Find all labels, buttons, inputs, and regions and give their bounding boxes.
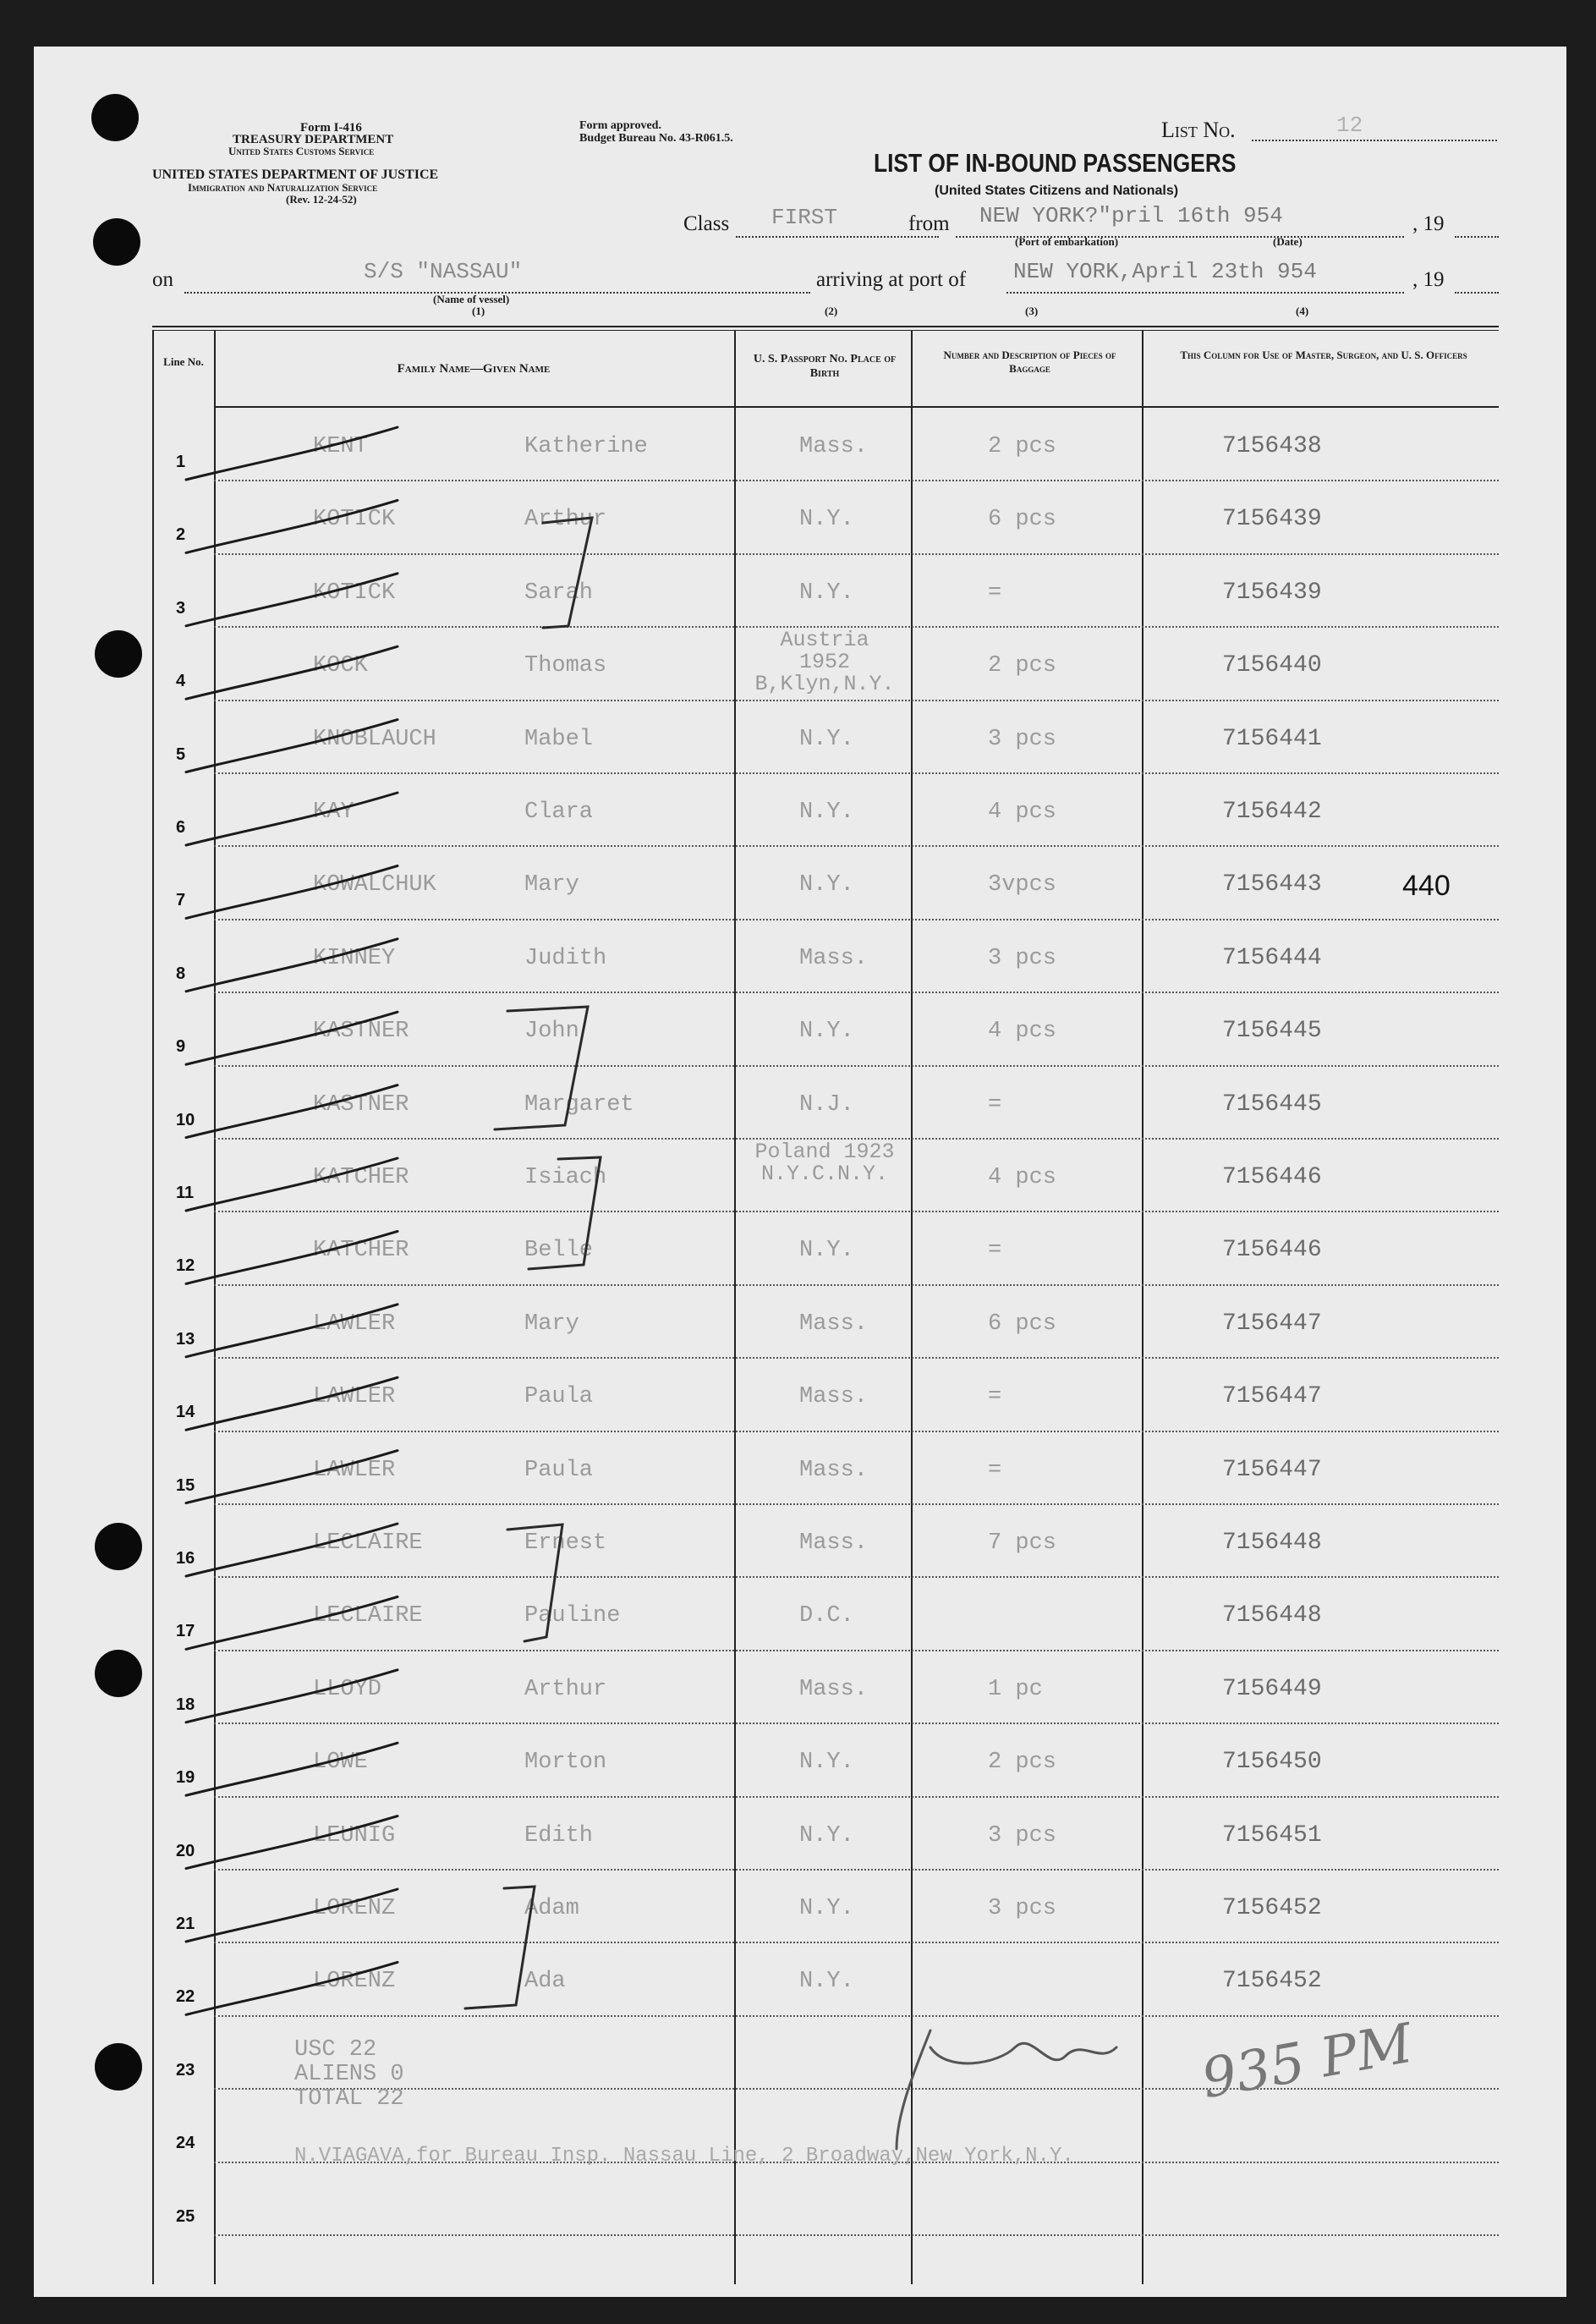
family-name: KOCK: [313, 653, 368, 679]
customs-service: United States Customs Service: [228, 145, 375, 157]
officer-code: 7156439: [1222, 506, 1322, 533]
line-number: 11: [176, 1184, 195, 1202]
line-number: 7: [176, 891, 186, 910]
place-of-birth: N.Y.: [799, 580, 854, 606]
row-divider: [214, 2015, 1499, 2017]
caption-1: (1): [472, 305, 485, 317]
class-value: FIRST: [771, 205, 838, 230]
line-number: 15: [176, 1475, 195, 1495]
officer-code: 7156442: [1222, 799, 1322, 825]
line-number: 13: [176, 1329, 195, 1349]
baggage: 2 pcs: [988, 1750, 1057, 1776]
line-number: 20: [176, 1841, 195, 1860]
col-head-line: Line No.: [163, 355, 204, 368]
year-label-1: , 19: [1412, 212, 1445, 235]
row-divider: [214, 992, 1499, 993]
place-of-birth: Poland 1923 N.Y.C.N.Y.: [754, 1140, 895, 1186]
line-number: 10: [176, 1110, 195, 1129]
budget-bureau: Budget Bureau No. 43-R061.5.: [579, 132, 733, 145]
year-line-1: [1455, 236, 1499, 238]
officer-code: 7156444: [1222, 944, 1322, 971]
list-no-value: 12: [1336, 113, 1363, 138]
caption-2: (2): [825, 305, 838, 317]
given-name: Margaret: [524, 1091, 634, 1118]
officer-code: 7156448: [1222, 1602, 1322, 1629]
given-name: Judith: [524, 945, 607, 971]
form-sheet: [34, 47, 1566, 2297]
total-aliens: ALIENS 0: [294, 2062, 404, 2087]
punch-hole: [95, 630, 142, 678]
place-of-birth: Mass.: [799, 1384, 869, 1410]
row-divider: [214, 1722, 1499, 1724]
col-head-officers: This Column for Use of Master, Surgeon, and U. S. Officers: [1180, 349, 1467, 361]
family-name: LLOYD: [313, 1676, 382, 1702]
place-of-birth: Mass.: [799, 434, 869, 459]
col-head-passport: U. S. Passport No. Place of Birth: [753, 353, 897, 380]
officer-code: 7156452: [1222, 1895, 1322, 1921]
punch-hole: [91, 94, 139, 141]
baggage: =: [988, 1238, 1002, 1264]
family-name: KASTNER: [313, 1091, 409, 1118]
class-label: Class: [683, 212, 730, 235]
officer-code: 7156438: [1222, 433, 1322, 459]
baggage: 4 pcs: [988, 799, 1057, 825]
list-no-line: [1252, 140, 1497, 141]
table-top-rule: [152, 326, 1499, 327]
table-top-rule-2: [152, 330, 1499, 331]
row-divider: [214, 1357, 1499, 1359]
place-of-birth: N.Y.: [799, 872, 854, 898]
baggage: 6 pcs: [988, 507, 1057, 533]
col-head-name: Family Name—Given Name: [397, 362, 551, 376]
line-number: 18: [176, 1695, 195, 1714]
row-divider: [214, 1065, 1499, 1067]
punch-hole: [93, 218, 140, 266]
col-head-baggage: Number and Description of Pieces of Baggage: [943, 349, 1116, 375]
given-name: Paula: [524, 1384, 594, 1410]
col-divider-baggage: [1142, 330, 1144, 2284]
line-number: 24: [176, 2134, 195, 2153]
baggage: 3 pcs: [988, 726, 1057, 752]
officer-code: 7156446: [1222, 1237, 1322, 1264]
given-name: Mary: [524, 872, 579, 898]
arrival-line: [1006, 292, 1404, 294]
caption-3: (3): [1025, 305, 1039, 317]
given-name: Pauline: [524, 1603, 621, 1629]
row-divider: [214, 1431, 1499, 1432]
row-divider: [214, 845, 1499, 847]
baggage: =: [988, 1457, 1002, 1483]
place-of-birth: N.Y.: [799, 1238, 854, 1264]
family-name: LECLAIRE: [313, 1530, 423, 1556]
family-name: KOTICK: [313, 580, 396, 606]
date-caption: (Date): [1273, 235, 1303, 248]
officer-code: 7156439: [1222, 579, 1322, 606]
handwritten-time: 935 PM: [1197, 2012, 1418, 2112]
family-name: LAWLER: [313, 1310, 396, 1337]
officer-code: 7156448: [1222, 1530, 1322, 1556]
line-number: 21: [176, 1915, 195, 1933]
col-divider-line: [214, 330, 216, 2284]
given-name: Edith: [524, 1822, 594, 1849]
place-of-birth: Mass.: [799, 1310, 869, 1337]
officer-note: 440: [1402, 870, 1451, 903]
place-of-birth: N.Y.: [799, 1750, 854, 1776]
place-of-birth: N.Y.: [799, 507, 854, 533]
family-name: KATCHER: [313, 1238, 409, 1264]
given-name: Arthur: [524, 507, 607, 533]
year-label-2: , 19: [1412, 268, 1445, 291]
row-divider: [214, 480, 1499, 481]
row-divider: [214, 700, 1499, 701]
vessel-caption: (Name of vessel): [433, 293, 510, 305]
line-number: 6: [176, 818, 186, 837]
header-bottom-rule: [214, 406, 1499, 408]
family-name: LECLAIRE: [313, 1603, 423, 1629]
line-number: 4: [176, 672, 186, 691]
row-divider: [214, 1576, 1499, 1578]
place-of-birth: N.Y.: [799, 1019, 854, 1045]
given-name: Thomas: [524, 653, 607, 679]
row-divider: [214, 1211, 1499, 1212]
baggage: 3vpcs: [988, 872, 1057, 898]
total-all: TOTAL 22: [294, 2086, 404, 2112]
col-divider-passport: [911, 330, 913, 2284]
on-label: on: [152, 268, 173, 291]
place-of-birth: Mass.: [799, 1457, 869, 1483]
line-number: 12: [176, 1256, 195, 1276]
form-number: Form I-416: [300, 121, 362, 135]
total-usc: USC 22: [294, 2037, 377, 2063]
officer-code: 7156445: [1222, 1091, 1322, 1118]
officer-code: 7156451: [1222, 1821, 1322, 1849]
place-of-birth: N.Y.: [799, 1969, 854, 1995]
given-name: John: [524, 1019, 579, 1045]
place-of-birth: Mass.: [799, 1676, 869, 1702]
justice-dept: UNITED STATES DEPARTMENT OF JUSTICE: [152, 168, 439, 182]
punch-hole: [95, 1523, 142, 1570]
table-left-border: [152, 330, 154, 2284]
treasury-dept: TREASURY DEPARTMENT: [233, 133, 394, 146]
line-number: 3: [176, 598, 186, 618]
baggage: 6 pcs: [988, 1310, 1057, 1337]
row-divider: [214, 772, 1499, 774]
officer-code: 7156452: [1222, 1968, 1322, 1995]
family-name: LORENZ: [313, 1896, 396, 1921]
given-name: Clara: [524, 799, 594, 825]
given-name: Morton: [524, 1750, 607, 1776]
baggage: 2 pcs: [988, 653, 1057, 679]
family-name: KOTICK: [313, 507, 396, 533]
row-divider: [214, 1796, 1499, 1798]
given-name: Ernest: [524, 1530, 607, 1556]
officer-code: 7156440: [1222, 652, 1322, 679]
place-of-birth: N.Y.: [799, 799, 854, 825]
given-name: Mabel: [524, 726, 594, 752]
ins-service: Immigration and Naturalization Service: [188, 181, 378, 194]
punch-hole: [95, 1650, 142, 1697]
line-number: 14: [176, 1403, 195, 1422]
year-line-2: [1455, 292, 1499, 294]
family-name: KAY: [313, 799, 354, 825]
baggage: 3 pcs: [988, 1822, 1057, 1849]
given-name: Sarah: [524, 580, 594, 606]
punch-hole: [95, 2043, 142, 2091]
agent-line: N.VIAGAVA,for Bureau Insp. Nassau Line, 2 Broadway,New York,N.Y.: [294, 2145, 1074, 2167]
caption-4: (4): [1296, 305, 1309, 317]
line-number: 16: [176, 1549, 195, 1568]
place-of-birth: N.J.: [799, 1091, 854, 1118]
arriving-label: arriving at port of: [816, 268, 967, 291]
row-divider: [214, 919, 1499, 920]
family-name: LEUNIG: [313, 1822, 396, 1849]
line-number: 22: [176, 1987, 195, 2007]
baggage: 4 pcs: [988, 1165, 1057, 1190]
baggage: =: [988, 580, 1002, 606]
row-divider: [214, 1503, 1499, 1505]
place-of-birth: N.Y.: [799, 1896, 854, 1921]
given-name: Isiach: [524, 1165, 607, 1190]
family-name: LOWE: [313, 1750, 368, 1776]
port-embark-caption: (Port of embarkation): [1015, 235, 1119, 248]
family-name: KASTNER: [313, 1019, 409, 1045]
officer-code: 7156447: [1222, 1310, 1322, 1337]
family-name: KOWALCHUK: [313, 872, 436, 898]
place-of-birth: Mass.: [799, 945, 869, 971]
page-title: LIST OF IN-BOUND PASSENGERS: [874, 148, 1237, 178]
place-of-birth: D.C.: [799, 1603, 854, 1629]
line-number: 2: [176, 525, 186, 545]
line-number: 23: [176, 2060, 195, 2080]
baggage: 2 pcs: [988, 434, 1057, 459]
place-of-birth: N.Y.: [799, 726, 854, 752]
form-approved: Form approved.: [579, 119, 661, 132]
place-of-birth: Mass.: [799, 1530, 869, 1556]
given-name: Mary: [524, 1310, 579, 1337]
revision: (Rev. 12-24-52): [286, 193, 357, 206]
baggage: 3 pcs: [988, 1896, 1057, 1921]
page-subtitle: (United States Citizens and Nationals): [935, 184, 1179, 198]
family-name: LORENZ: [313, 1969, 396, 1995]
from-label: from: [908, 212, 950, 235]
line-number: 17: [176, 1622, 195, 1641]
line-number: 8: [176, 964, 186, 983]
family-name: LAWLER: [313, 1457, 396, 1483]
family-name: KINNEY: [313, 945, 396, 971]
officer-code: 7156441: [1222, 725, 1322, 752]
officer-code: 7156449: [1222, 1675, 1322, 1702]
vessel-name: S/S "NASSAU": [364, 259, 523, 284]
family-name: KNOBLAUCH: [313, 726, 436, 752]
baggage: =: [988, 1091, 1002, 1118]
officer-code: 7156447: [1222, 1456, 1322, 1483]
given-name: Belle: [524, 1238, 594, 1264]
row-divider: [214, 1869, 1499, 1871]
given-name: Ada: [524, 1969, 566, 1995]
row-divider: [214, 553, 1499, 555]
line-number: 5: [176, 744, 186, 764]
officer-code: 7156447: [1222, 1383, 1322, 1410]
line-number: 19: [176, 1768, 195, 1788]
place-of-birth: Austria 1952 B,Klyn,N.Y.: [754, 628, 895, 697]
family-name: KATCHER: [313, 1165, 409, 1190]
line-number: 9: [176, 1037, 186, 1057]
officer-code: 7156443: [1222, 871, 1322, 898]
row-divider: [214, 1942, 1499, 1943]
baggage: =: [988, 1384, 1002, 1410]
officer-code: 7156445: [1222, 1018, 1322, 1045]
given-name: Paula: [524, 1457, 594, 1483]
baggage: 4 pcs: [988, 1019, 1057, 1045]
family-name: LAWLER: [313, 1384, 396, 1410]
officer-code: 7156446: [1222, 1164, 1322, 1190]
given-name: Adam: [524, 1896, 579, 1921]
place-of-birth: N.Y.: [799, 1822, 854, 1849]
officer-code: 7156450: [1222, 1749, 1322, 1776]
given-name: Katherine: [524, 434, 648, 459]
col-divider-name: [734, 330, 736, 2284]
row-divider: [214, 1284, 1499, 1286]
given-name: Arthur: [524, 1676, 607, 1702]
baggage: 3 pcs: [988, 945, 1057, 971]
row-divider: [214, 2234, 1499, 2236]
line-number: 25: [176, 2206, 195, 2226]
class-line: [736, 236, 939, 238]
baggage: 1 pc: [988, 1676, 1043, 1702]
family-name: KENT: [313, 434, 368, 459]
arrival-value: NEW YORK,April 23th 954: [1013, 259, 1317, 284]
list-no-label: List No.: [1161, 118, 1236, 142]
from-value: NEW YORK?"pril 16th 954: [979, 203, 1283, 228]
row-divider: [214, 1650, 1499, 1651]
line-number: 1: [176, 453, 186, 471]
baggage: 7 pcs: [988, 1530, 1057, 1556]
